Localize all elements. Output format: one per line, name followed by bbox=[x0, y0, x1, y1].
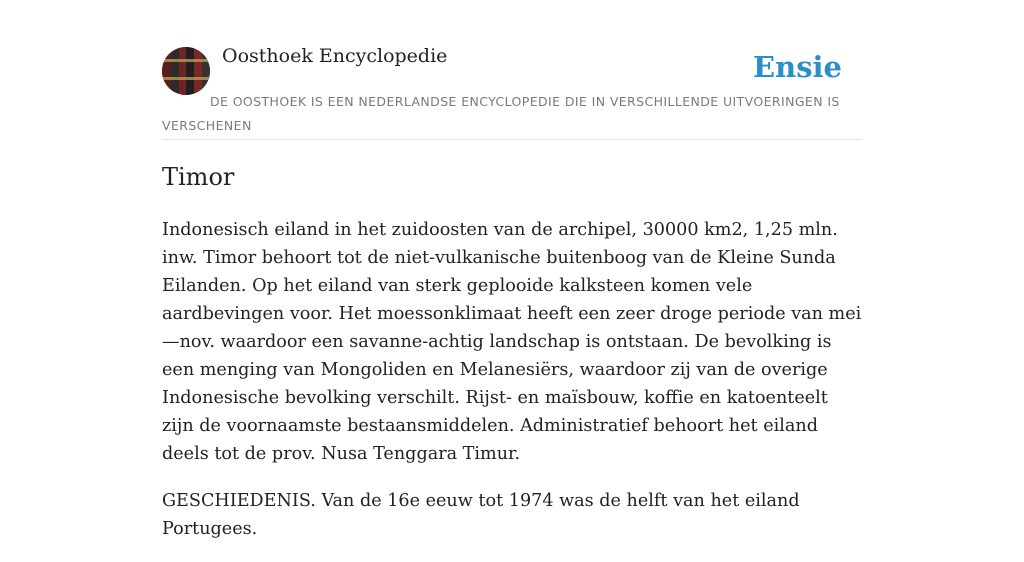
site-header bbox=[162, 0, 862, 140]
ensie-logo-link[interactable]: Ensie bbox=[753, 50, 842, 84]
article-title: Timor bbox=[162, 163, 235, 191]
site-title[interactable]: Oosthoek Encyclopedie bbox=[222, 45, 448, 67]
site-tagline: DE OOSTHOEK IS EEN NEDERLANDSE ENCYCLOPEDIE DIE IN VERSCHILLENDE UITVOERINGEN IS VERSCHENEN bbox=[162, 94, 840, 133]
article-body bbox=[162, 216, 862, 562]
page bbox=[162, 0, 862, 539]
encyclopedia-avatar[interactable] bbox=[162, 47, 210, 95]
article-paragraph: Indonesisch eiland in het zuidoosten van de archipel, 30000 km2, 1,25 mln. inw. Timor behoort tot de niet-vulkanische buitenboog van de Kleine Sunda Eilanden. Op het eiland van sterk geplooide kalksteen komen vele aardbevingen voor. Het moessonklimaat heeft een zeer droge periode van mei—nov. waardoor een savanne-achtig landschap is ontstaan. De bevolking is een menging van Mongoliden en Melanesiërs, waardoor zij van de overige Indonesische bevolking verschilt. Rijst- en maïsbouw, koffie en katoenteelt zijn de voornaamste bestaansmiddelen. Administratief behoort het eiland deels tot de prov. Nusa Tenggara Timur. bbox=[162, 220, 862, 464]
article-paragraph: GESCHIEDENIS. Van de 16e eeuw tot 1974 was de helft van het eiland Portugees. bbox=[162, 491, 800, 539]
